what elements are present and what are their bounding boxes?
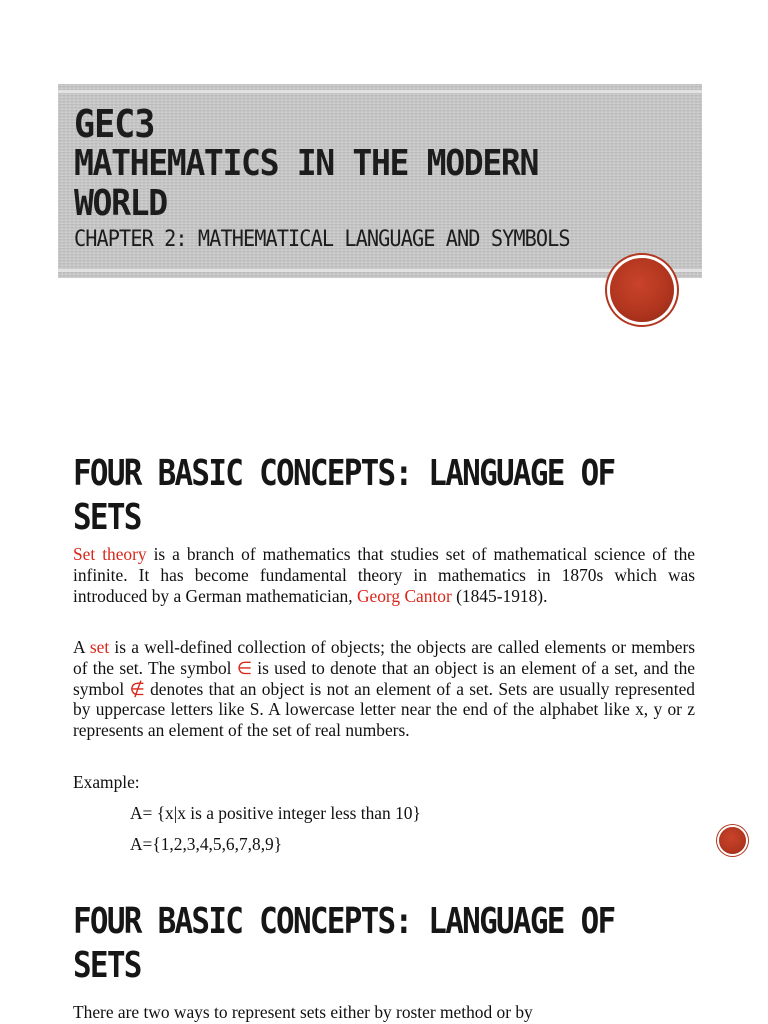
term-set-theory: Set theory xyxy=(73,544,147,564)
section-heading-2-line2: SETS xyxy=(73,945,141,986)
element-of-symbol: ∈ xyxy=(236,657,252,678)
chapter-title: CHAPTER 2: MATHEMATICAL LANGUAGE AND SYMBOLS xyxy=(74,227,570,252)
not-element-of-symbol: ∉ xyxy=(129,678,145,699)
section-heading-2-line1: FOUR BASIC CONCEPTS: LANGUAGE OF xyxy=(73,901,615,942)
banner-bottom-rule xyxy=(58,269,702,272)
example-label: Example: xyxy=(73,772,140,792)
set-theory-text-1: is a branch of mathematics that studies set of mathematical science of the infinite. It has become fundamental theory in mathematics in 1870s which was introduced by a German mathematician, xyxy=(73,544,695,606)
person-georg-cantor: Georg Cantor xyxy=(356,585,452,606)
set-theory-text-2: (1845-1918). xyxy=(451,585,548,606)
course-title-line1: MATHEMATICS IN THE MODERN xyxy=(74,143,539,184)
set-def-text-3: is used to denote that an object is an element of a set, and the symbol xyxy=(73,657,695,699)
section-heading-1 xyxy=(73,452,675,540)
section-heading-1-line1: FOUR BASIC CONCEPTS: LANGUAGE OF xyxy=(73,453,615,494)
set-definition-paragraph xyxy=(73,637,695,741)
representation-paragraph: There are two ways to represent sets either by roster method or by xyxy=(73,1002,533,1022)
section-heading-2 xyxy=(73,900,675,988)
title-banner xyxy=(58,84,702,278)
set-def-text-2: is a well-defined collection of objects; the objects are called elements or members of the set. The symbol xyxy=(73,637,696,678)
example-roster: A={1,2,3,4,5,6,7,8,9} xyxy=(130,834,283,854)
section-heading-1-line2: SETS xyxy=(73,497,141,538)
banner-text xyxy=(74,104,643,254)
course-title-line2: WORLD xyxy=(74,183,167,224)
set-def-text-1: A xyxy=(73,637,90,657)
example-set-builder: A= {x|x is a positive integer less than 10} xyxy=(130,803,421,823)
term-set: set xyxy=(89,637,110,657)
set-theory-paragraph xyxy=(73,544,695,606)
decorative-circle-large xyxy=(610,258,674,322)
banner-top-rule xyxy=(58,90,702,93)
course-code: GEC3 xyxy=(74,102,155,146)
set-def-text-4: denotes that an object is not an element of a set. Sets are usually represented by uppercase letters like S. A lowercase letter near the end of the alphabet like x, y or z represents an element of the set of real numbers. xyxy=(73,678,695,741)
decorative-circle-small xyxy=(719,827,746,854)
